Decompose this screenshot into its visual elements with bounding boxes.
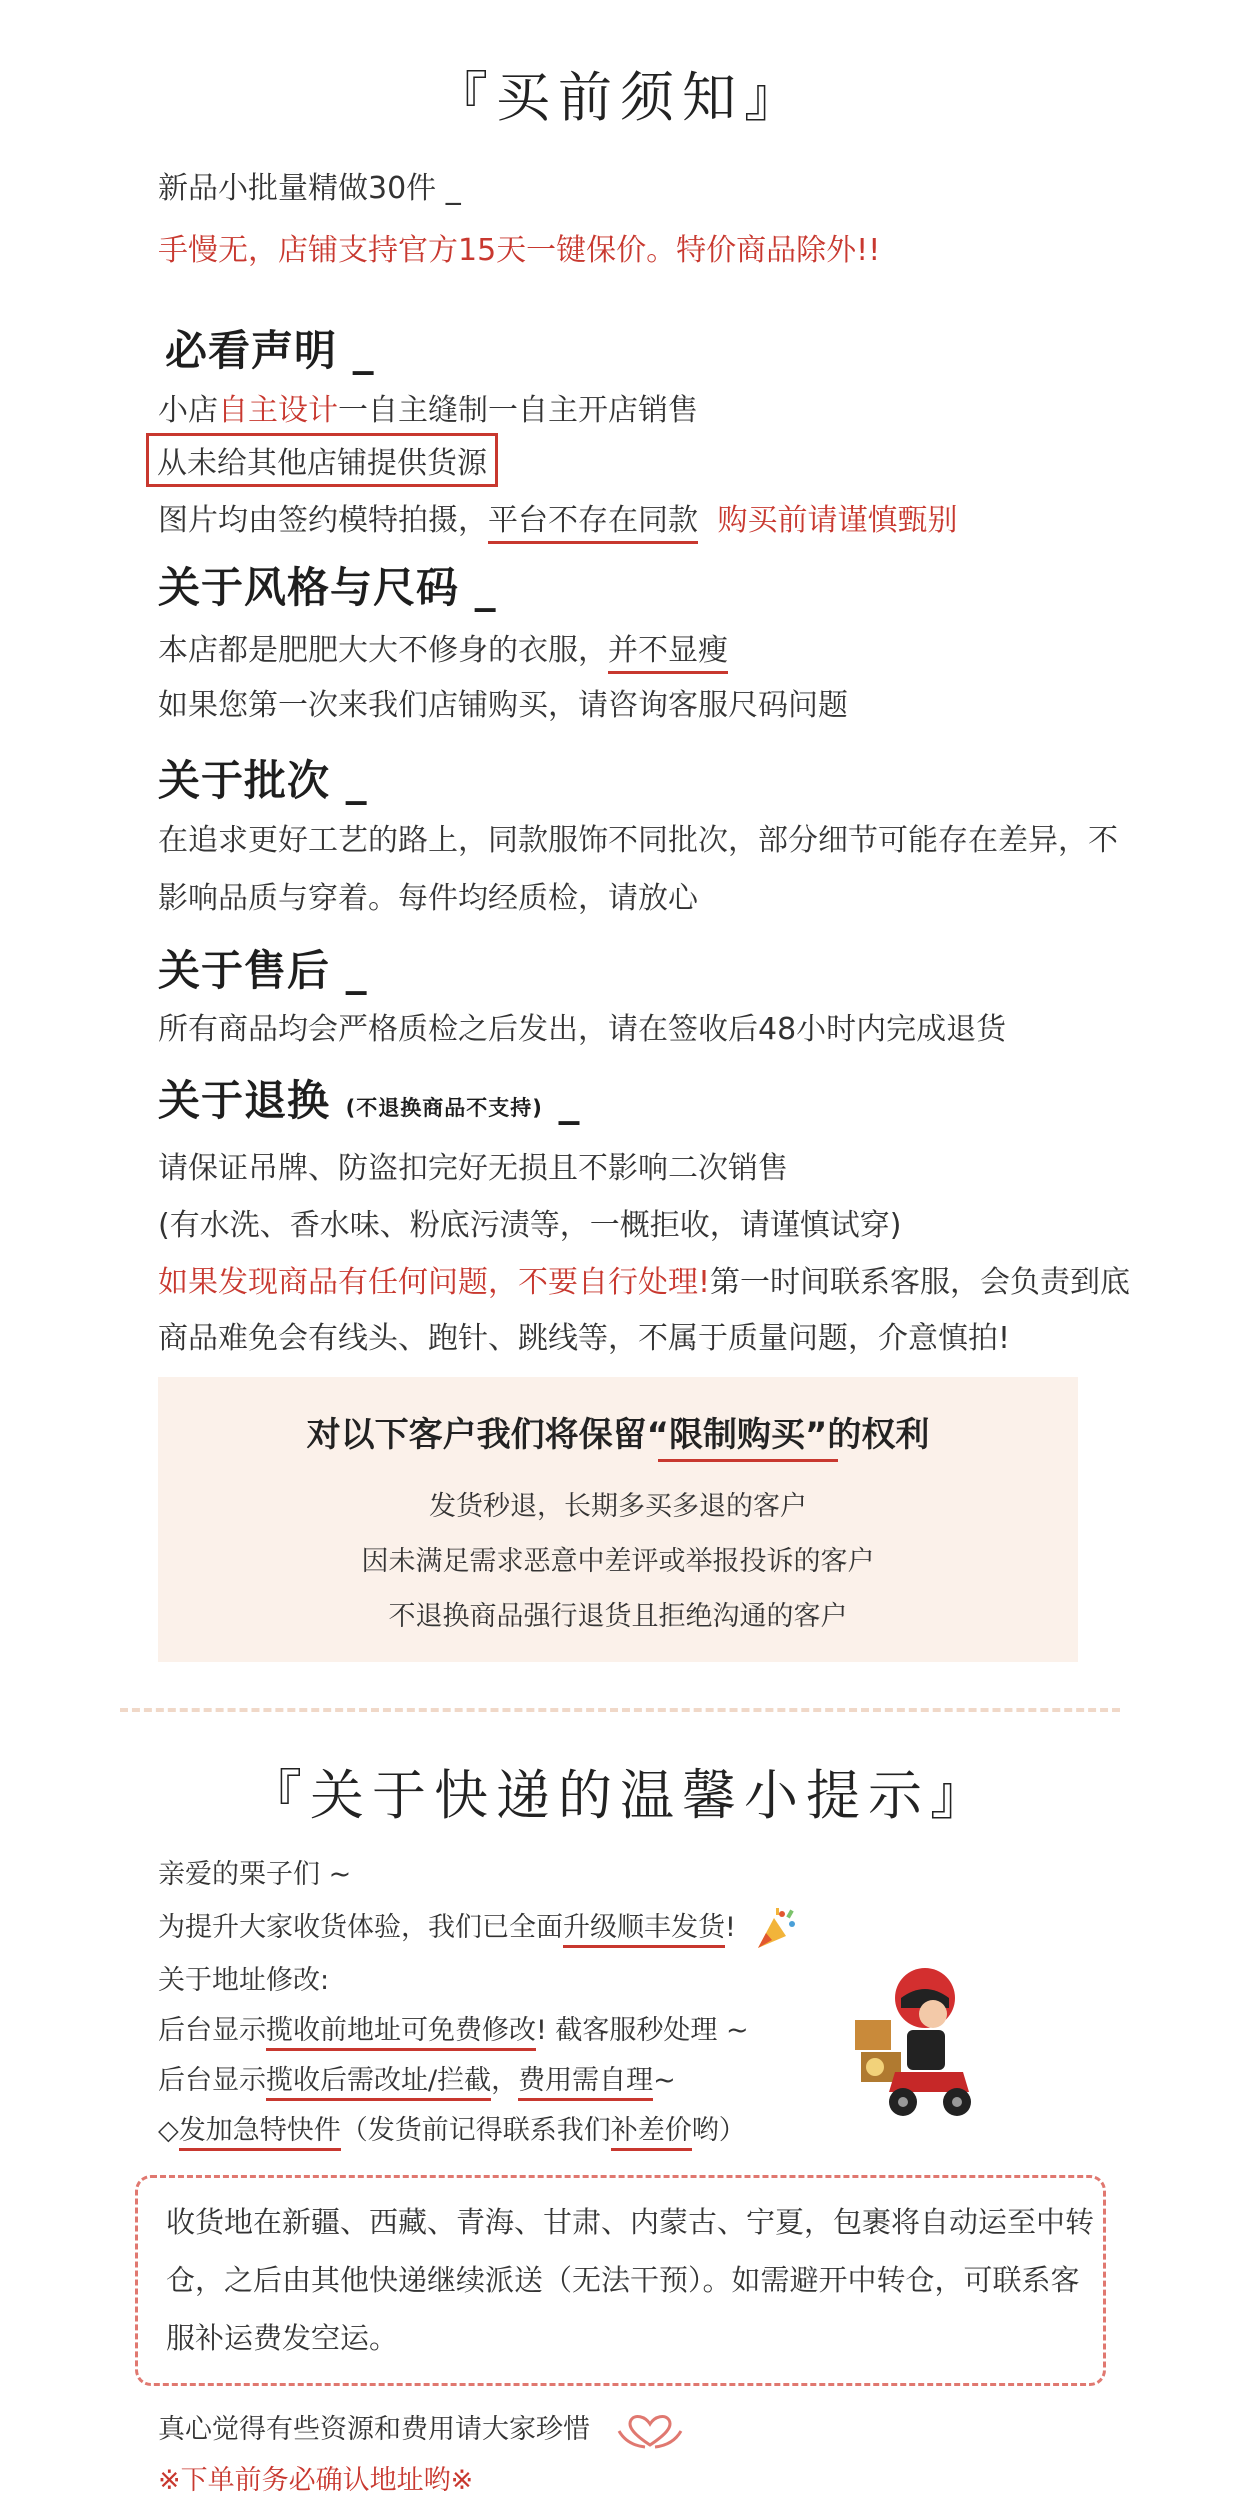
delivery-courier-icon [845,1960,985,2130]
restriction-line-2: 因未满足需求恶意中差评或举报投诉的客户 [361,1546,875,1577]
heart-hands-icon [615,2411,685,2451]
style-size-line-2: 如果您第一次来我们店铺购买，请咨询客服尺码问题 [158,688,848,723]
restriction-line-1: 发货秒退，长期多买多退的客户 [429,1491,807,1522]
style-size-line-1-pre: 本店都是肥肥大大不修身的衣服， [158,633,608,668]
notice-title: 『买前须知』 [434,66,806,129]
intro-line-1: 新品小批量精做30件 _ [158,171,461,206]
express-line-5-mark-1: 揽收后需改址/拦截 [266,2065,491,2101]
restriction-line-3: 不退换商品强行退货且拒绝沟通的客户 [388,1601,848,1632]
express-line-6-mark-2: 补差价 [611,2115,692,2151]
remote-line-1: 收货地在新疆、西藏、青海、甘肃、内蒙古、宁夏，包裹将自动运至中转 [166,2205,1095,2239]
express-line-5-mark-2: 费用需自理 [518,2065,653,2101]
aftersale-heading: 关于售后 _ [158,946,368,995]
footer-line-1 [158,2407,685,2451]
statement-line-3 [158,495,958,539]
batch-heading: 关于批次 _ [158,756,368,805]
section-divider [120,1708,1120,1712]
express-line-3: 关于地址修改: [158,1965,330,1996]
remote-line-3: 服补运费发空运。 [166,2321,399,2355]
express-line-6 [158,2108,746,2147]
restriction-panel [158,1377,1078,1662]
express-title: 『关于快递的温馨小提示』 [248,1764,992,1827]
express-line-6-mid: （发货前记得联系我们 [340,2115,611,2146]
express-line-5 [158,2058,676,2097]
statement-line-1-pre: 小店 [158,393,218,428]
exchange-heading-text: 关于退换 [158,1076,331,1125]
restriction-title: 对以下客户我们将保留“限制购买”的权利 [306,1415,930,1455]
express-line-2-mark: 升级顺丰发货 [563,1912,725,1948]
exchange-heading-tail: _ [558,1076,581,1125]
express-line-2 [158,1905,798,1952]
express-line-6-pre: ◇ [158,2115,179,2146]
exchange-line-4: 商品难免会有线头、跑针、跳线等，不属于质量问题，介意慎拍! [158,1321,1011,1356]
remote-line-2: 仓，之后由其他快递继续派送（无法干预）。如需避开中转仓，可联系客 [166,2263,1080,2297]
statement-line-1-post: 一自主缝制一自主开店销售 [338,393,698,428]
express-line-1: 亲爱的栗子们 ~ [158,1859,352,1890]
footer-line-2: ※下单前务必确认地址哟※ [158,2465,474,2496]
batch-line-1: 在追求更好工艺的路上，同款服饰不同批次，部分细节可能存在差异，不 [158,823,1118,858]
remote-area-notice [135,2175,1106,2386]
exchange-line-3 [158,1257,1130,1301]
express-line-2-pre: 为提升大家收货体验，我们已全面 [158,1912,563,1943]
statement-line-3-mid: 平台不存在同款 [488,503,698,544]
express-line-2-post: ! [725,1912,736,1943]
statement-line-3-pre: 图片均由签约模特拍摄， [158,503,488,538]
statement-line-1 [158,385,698,429]
statement-line-2: 从未给其他店铺提供货源 [146,433,498,487]
express-line-4 [158,2008,749,2047]
party-popper-icon [752,1906,798,1952]
restriction-title-underline [658,1459,838,1462]
express-line-5-pre: 后台显示 [158,2065,266,2096]
style-size-line-1 [158,625,728,669]
express-line-6-post: 哟） [691,2115,746,2146]
statement-line-3-red: 购买前请谨慎甄别 [717,503,958,538]
statement-line-1-red: 自主设计 [218,393,338,428]
express-line-4-pre: 后台显示 [158,2015,266,2046]
express-line-6-mark-1: 发加急特快件 [179,2115,341,2151]
express-line-4-mark: 揽收前地址可免费修改 [266,2015,536,2051]
footer-line-1-text: 真心觉得有些资源和费用请大家珍惜 [158,2414,590,2445]
style-size-line-1-mark: 并不显瘦 [608,633,728,674]
express-line-5-post: ~ [653,2065,676,2096]
exchange-heading [158,1068,580,1128]
batch-line-2: 影响品质与穿着。每件均经质检，请放心 [158,881,698,916]
exchange-line-3-post: 第一时间联系客服，会负责到底 [710,1265,1131,1300]
exchange-heading-note: (不退换商品不支持) [345,1096,543,1120]
express-line-4-post: ! 截客服秒处理 ~ [536,2015,749,2046]
intro-line-2: 手慢无，店铺支持官方15天一键保价。特价商品除外!! [158,233,881,268]
exchange-line-1: 请保证吊牌、防盗扣完好无损且不影响二次销售 [158,1151,788,1186]
exchange-line-2: (有水洗、香水味、粉底污渍等，一概拒收，请谨慎试穿) [158,1208,902,1243]
exchange-line-3-red: 如果发现商品有任何问题，不要自行处理! [158,1265,711,1300]
statement-heading: 必看声明 _ [165,326,375,375]
express-line-5-mid: ， [491,2065,519,2096]
style-size-heading: 关于风格与尺码 _ [158,563,497,612]
aftersale-line-1: 所有商品均会严格质检之后发出，请在签收后48小时内完成退货 [158,1012,1007,1047]
